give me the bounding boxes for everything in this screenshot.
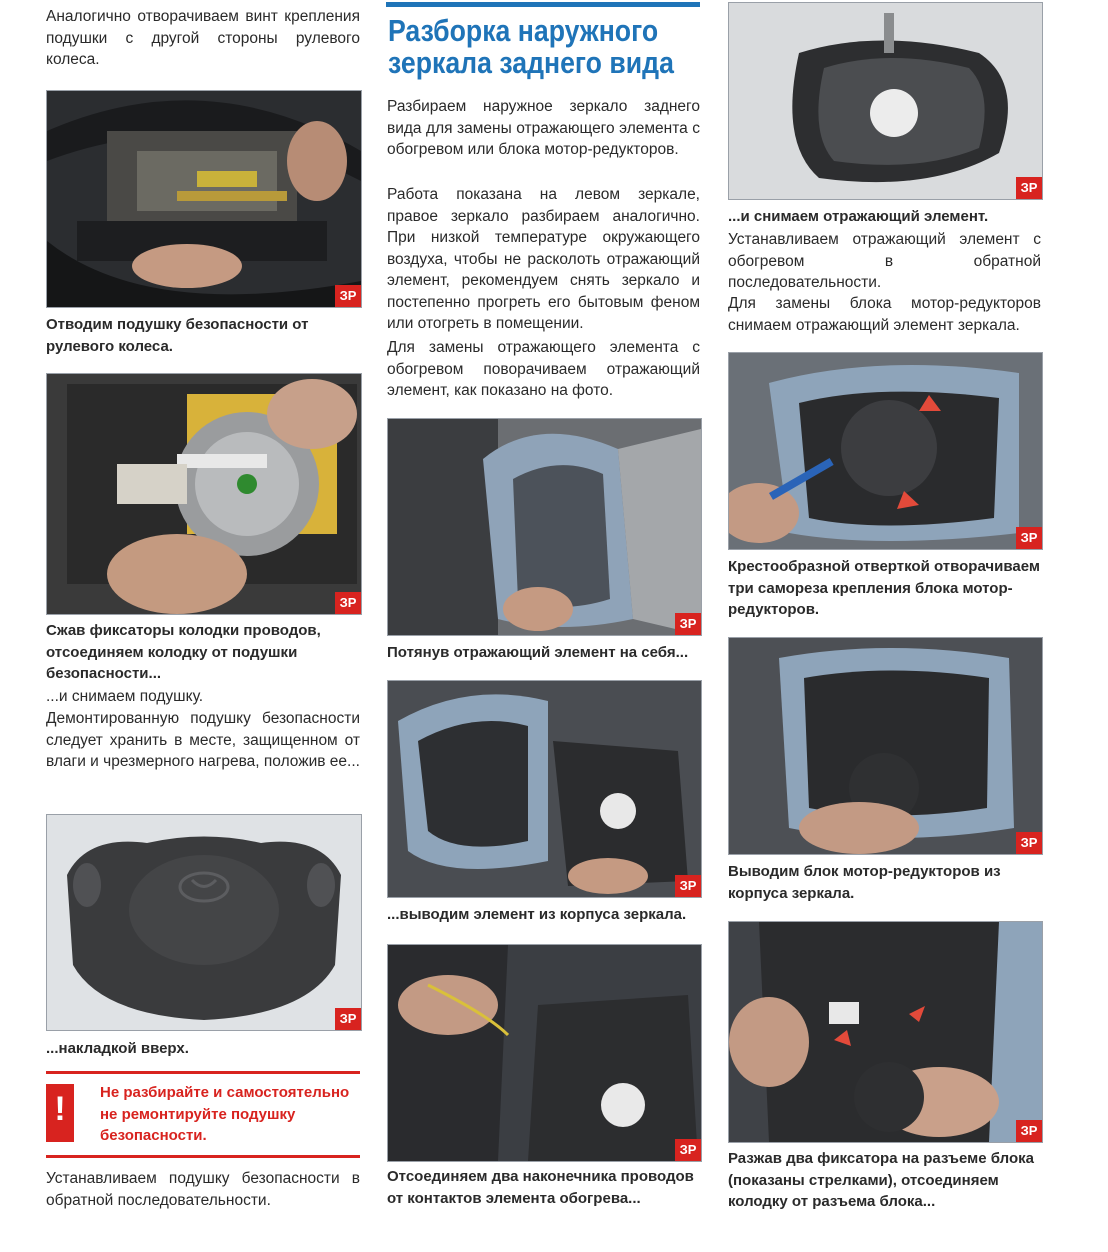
section-title-line1: Разборка наружного [388, 13, 659, 48]
pull-element-photo-art [388, 419, 701, 635]
caption-disconnect-block-connector: Разжав два фиксатора на разъеме блока (показаны стрелками), отсоединяем колодку от разъема блока... [728, 1150, 1034, 1210]
removed-element-photo-art [729, 3, 1042, 199]
take-out-motor-unit-photo-art [729, 638, 1042, 854]
text-mirror-temperature: Работа показана на левом зеркале, правое зеркало разбираем аналогично. При низкой температуре окружающего воздуха, чтобы не расколоть отражающий элемент, рекомендуем снять зеркало и постепенно прогреть его бытовым феном или отогреть в помещении. [387, 186, 700, 332]
photo-pull-element [387, 418, 702, 636]
photo-removed-element [728, 2, 1043, 200]
caption-cover-up: ...накладкой вверх. [46, 1040, 189, 1057]
source-badge: ЗР [335, 285, 361, 307]
text-mirror-intro: Разбираем наружное зеркало заднего вида для замены отражающего элемента с обогревом или блока мотор-редукторов. [387, 98, 700, 158]
airbag-cover-photo-art [47, 815, 361, 1030]
caption-remove-airbag: Отводим подушку безопасности от рулевого колеса. [46, 316, 309, 355]
airbag-connector-photo-art [47, 374, 361, 614]
warning-text: Не разбирайте и самостоятельно не ремонтируйте подушку безопасности. [100, 1084, 350, 1144]
photo-airbag-cover-up [46, 814, 362, 1031]
caption-unscrew-motor-unit: Крестообразной отверткой отворачиваем три самореза крепления блока мотор-редукторов. [728, 558, 1040, 618]
warning-divider-bottom [46, 1155, 360, 1158]
photo-steering-wheel-airbag [46, 90, 362, 308]
disconnect-wires-photo-art [388, 945, 701, 1161]
caption-disconnect-wires: Отсоединяем два наконечника проводов от контактов элемента обогрева... [387, 1168, 694, 1207]
section-title-line2: зеркала заднего вида [388, 45, 674, 80]
source-badge: ЗР [1016, 1120, 1042, 1142]
photo-disconnect-wires [387, 944, 702, 1162]
text-rotate-element: Для замены отражающего элемента с обогревом поворачиваем отражающий элемент, как показано на фото. [387, 339, 700, 399]
photo-disconnect-block-connector [728, 921, 1043, 1143]
photo-unscrew-motor-unit [728, 352, 1043, 550]
steering-wheel-photo-art [47, 91, 361, 307]
source-badge: ЗР [675, 1139, 701, 1161]
warning-divider-top [46, 1071, 360, 1074]
photo-take-out-motor-unit [728, 637, 1043, 855]
source-badge: ЗР [335, 1008, 361, 1030]
caption-disconnect-connector: Сжав фиксаторы колодки проводов, отсоединяем колодку от подушки безопасности... [46, 622, 321, 682]
outro-text: Устанавливаем подушку безопасности в обратной последовательности. [46, 1170, 360, 1209]
caption-pull-element: Потянув отражающий элемент на себя... [387, 644, 689, 661]
caption-remove-element: ...и снимаем отражающий элемент. [728, 208, 989, 225]
source-badge: ЗР [1016, 832, 1042, 854]
text-storage-advice: Демонтированную подушку безопасности следует хранить в месте, защищенном от влаги и чрезмерного нагрева, положив ее... [46, 710, 360, 770]
text-motor-unit: Для замены блока мотор-редукторов снимаем отражающий элемент зеркала. [728, 295, 1041, 334]
source-badge: ЗР [675, 613, 701, 635]
text-install-element: Устанавливаем отражающий элемент с обогревом в обратной последовательности. [728, 231, 1041, 291]
source-badge: ЗР [335, 592, 361, 614]
warning-icon: ! [54, 1090, 66, 1128]
photo-take-out-element [387, 680, 702, 898]
caption-take-out-element: ...выводим элемент из корпуса зеркала. [387, 906, 687, 923]
take-out-element-photo-art [388, 681, 701, 897]
source-badge: ЗР [1016, 177, 1042, 199]
intro-text: Аналогично отворачиваем винт крепления подушки с другой стороны рулевого колеса. [46, 8, 360, 68]
unscrew-motor-unit-photo-art [729, 353, 1042, 549]
disconnect-block-connector-photo-art [729, 922, 1042, 1142]
caption-take-out-motor-unit: Выводим блок мотор-редукторов из корпуса зеркала. [728, 863, 1001, 902]
text-remove-airbag: ...и снимаем подушку. [46, 688, 204, 705]
source-badge: ЗР [1016, 527, 1042, 549]
title-rule [386, 2, 700, 7]
source-badge: ЗР [675, 875, 701, 897]
photo-airbag-connector [46, 373, 362, 615]
